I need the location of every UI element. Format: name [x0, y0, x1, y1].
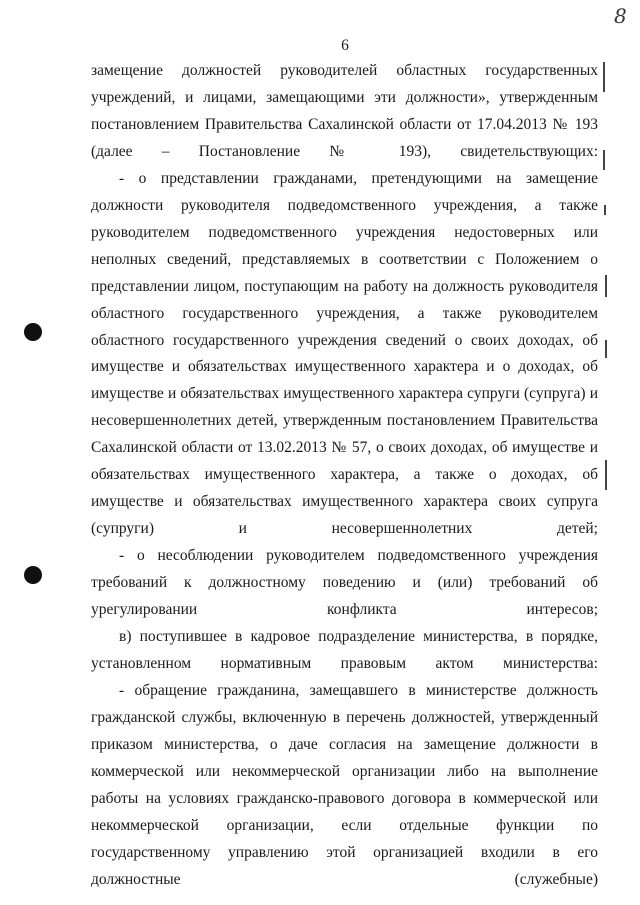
right-edge-mark: [605, 460, 607, 490]
punch-hole-top: [24, 323, 42, 341]
handwritten-page-number: 8: [614, 4, 627, 28]
paragraph: - о представлении гражданами, претендующими на замещение должности руководителя подведомственного учреждения, а также руководителем подведомственного учреждения недостоверных или неполных сведений, представляемых в соответствии с Положением о представлении лицом, поступающим на работу на должность руководителя областного государственного учреждения, а также руководителем областного государственного учреждения сведений о своих доходах, об имуществе и обязательствах имущественного характера и о доходах, об имуществе и обязательствах имущественного характера супруги (супруга) и несовершеннолетних детей, утвержденным постановлением Правительства Сахалинской области от 13.02.2013 № 57, о своих доходах, об имуществе и обязательствах имущественного характера, а также о доходах, об имуществе и обязательствах имущественного характера своих супруга (супруги) и несовершеннолетних детей;: [91, 169, 598, 538]
document-body: [91, 58, 598, 894]
paragraph: в) поступившее в кадровое подразделение министерства, в порядке, установленном нормативным правовым актом министерства:: [91, 628, 598, 672]
right-edge-mark: [603, 150, 605, 170]
paragraph: замещение должностей руководителей областных государственных учреждений, и лицами, замещающими эти должности», утвержденным постановлением Правительства Сахалинской области от 17.04.2013 № 193 (далее – Постановление № 193), свидетельствующих:: [91, 62, 598, 160]
paragraph: - обращение гражданина, замещавшего в министерстве должность гражданской службы, включенную в перечень должностей, утвержденный приказом министерства, о даче согласия на замещение должности в коммерческой или некоммерческой организации либо на выполнение работы на условиях гражданско-правового договора в коммерческой или некоммерческой организации, если отдельные функции по государственному управлению этой организацией входили в его должностные (служебные): [91, 681, 598, 888]
right-edge-mark: [605, 340, 607, 358]
right-edge-mark: [605, 275, 607, 297]
page-number: 6: [341, 37, 349, 54]
paragraph: - о несоблюдении руководителем подведомственного учреждения требований к должностному поведению и (или) требований об урегулировании конфликта интересов;: [91, 547, 598, 619]
punch-hole-bottom: [24, 566, 42, 584]
right-edge-mark: [604, 205, 606, 215]
right-edge-mark: [603, 62, 605, 92]
